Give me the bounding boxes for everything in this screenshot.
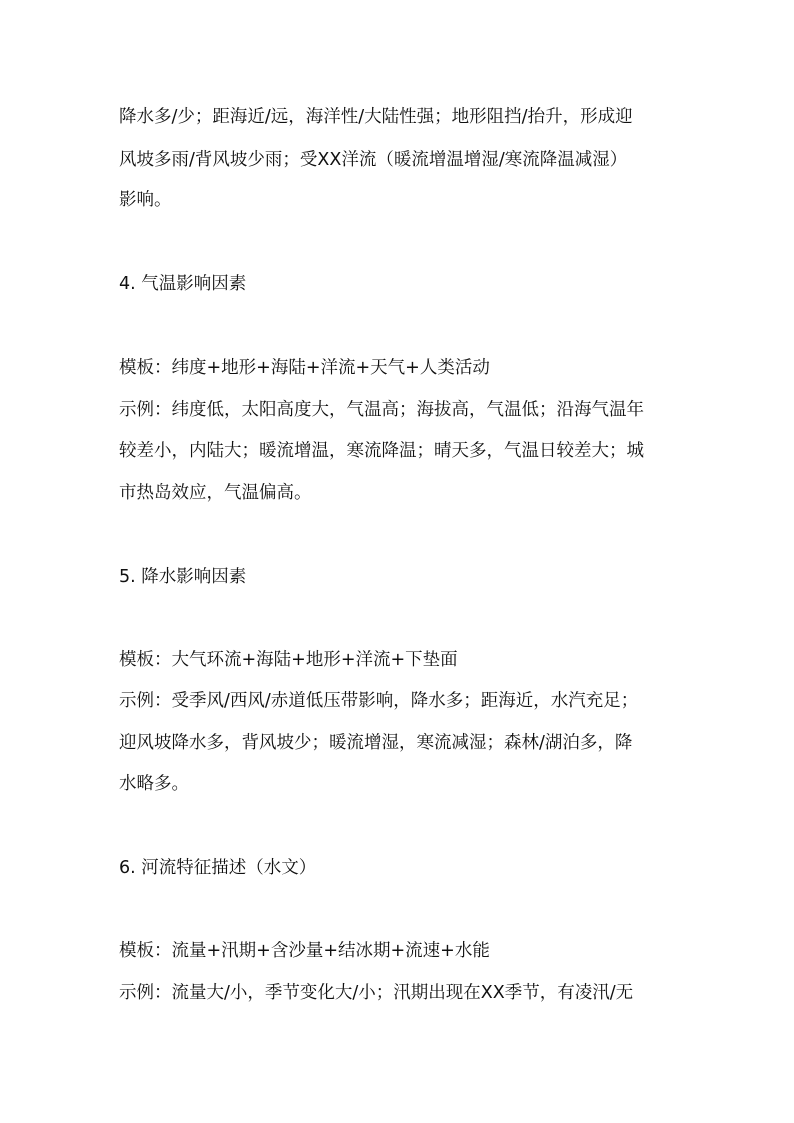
section-5-example-line-1: 示例：受季风/西风/赤道低压带影响，降水多；距海近，水汽充足； xyxy=(119,691,639,711)
section-6-heading: 6. 河流特征描述（水文） xyxy=(119,858,317,878)
section-4-example-line-3: 市热岛效应，气温偏高。 xyxy=(119,483,312,503)
section-4-example-line-1: 示例：纬度低，太阳高度大，气温高；海拔高，气温低；沿海气温年 xyxy=(119,400,644,420)
section-6-example-line-1: 示例：流量大/小，季节变化大/小；汛期出现在XX季节，有凌汛/无 xyxy=(119,983,634,1003)
section-4-example-line-2: 较差小，内陆大；暖流增温，寒流降温；晴天多，气温日较差大；城 xyxy=(119,441,644,461)
section-6-template: 模板：流量+汛期+含沙量+结冰期+流速+水能 xyxy=(119,941,490,961)
section-4-heading: 4. 气温影响因素 xyxy=(119,274,247,294)
intro-line-1: 降水多/少；距海近/远，海洋性/大陆性强；地形阻挡/抬升，形成迎 xyxy=(119,107,633,127)
section-5-template: 模板：大气环流+海陆+地形+洋流+下垫面 xyxy=(119,650,458,670)
intro-line-2: 风坡多雨/背风坡少雨；受XX洋流（暖流增温增湿/寒流降温减湿） xyxy=(119,150,628,170)
section-5-heading: 5. 降水影响因素 xyxy=(119,567,247,587)
section-4-template: 模板：纬度+地形+海陆+洋流+天气+人类活动 xyxy=(119,358,490,378)
section-5-example-line-2: 迎风坡降水多，背风坡少；暖流增湿，寒流减湿；森林/湖泊多，降 xyxy=(119,733,633,753)
section-5-example-line-3: 水略多。 xyxy=(119,774,189,794)
intro-line-3: 影响。 xyxy=(119,190,172,210)
